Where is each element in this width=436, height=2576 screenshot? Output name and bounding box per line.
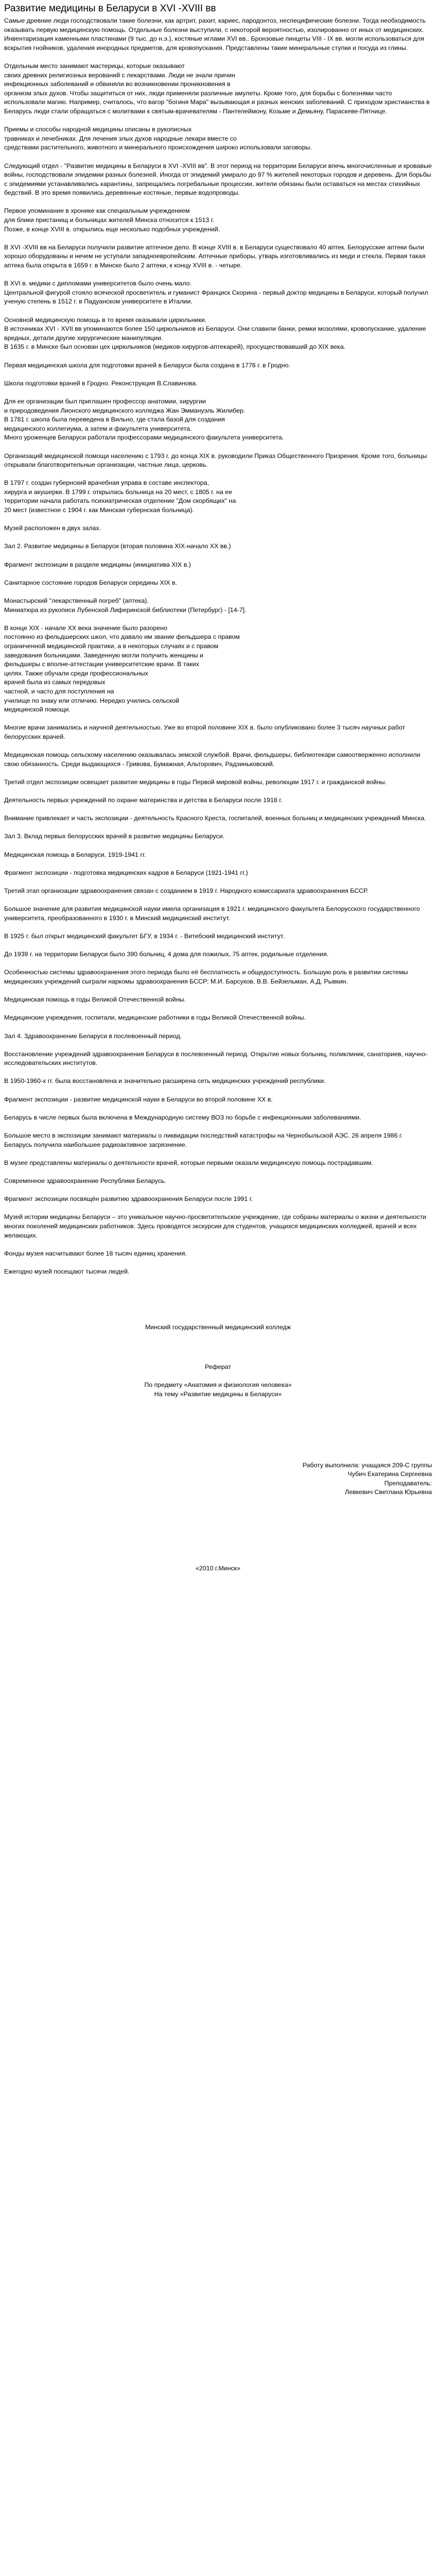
document-body bbox=[4, 16, 432, 1277]
footer bbox=[4, 1564, 432, 1573]
body-paragraph: Особенностью системы здравоохранения этого периода было её бесплатность и общедоступность. Большую роль в развитии системы медицинских учреждений сыграли наркомы здравоохранения БССР: М.И. Барсуков, В.В. Бейзельман, А.Д. Рывкин. bbox=[4, 969, 410, 985]
body-paragraph: Музей истории медицины Беларуси – это уникальное научно-просветительское учреждение, где собраны материалы о жизни и деятельности многих поколений медицинских работников. Здесь проводятся экскурсии для студентов, учащихся медицинских колледжей, врачей и всех желающих. bbox=[4, 1213, 428, 1239]
body-paragraph: До 1939 г. на территории Беларуси было 390 больниц, 4 дома для пожилых, 75 аптек, родильные отделения. bbox=[4, 951, 329, 958]
body-paragraph: Медицинская помощь в годы Великой Отечественной войны. bbox=[4, 996, 186, 1004]
report-header bbox=[4, 1363, 432, 1399]
body-paragraph: Фрагмент экспозиции - развитие медицинской науки в Беларуси во второй половине XX в. bbox=[4, 1095, 273, 1103]
body-paragraph: Деятельность первых учреждений по охране материнства и детства в Беларуси после 1918 г. bbox=[4, 796, 283, 804]
body-paragraph: Фрагмент экспозиции в разделе медицины (инициатива XIX в.) bbox=[4, 561, 191, 568]
body-paragraph: Первое упоминание в хронике как специальным учреждением для блики пристанищ и больницах жителей Минска относится к 1513 г. Позже, в конце XVIII в. открылись еще несколько подобных учреждений. bbox=[4, 207, 220, 233]
body-paragraph: Следующий отдел - "Развитие медицины в Беларуси в XVI -XVIII вв". В этот период на территории Беларуси впечь многочисленные и кровавые войны, господствовали эпидемии разных болезней. Иногда от эпидемий умирало до 97 % жителей некоторых городов и деревень. Для борьбы с эпидемиями устанавливались карантины, запрещались погребальные процессии, жители обязаны были оставаться на местах стихийных бедствий. В это время появились деревянные костяные, первые водопроводы. bbox=[4, 162, 434, 197]
body-paragraph: Большое значение для развития медицинской науки имела организация в 1921 г. медицинского факультета Белорусского государственного университета, преобразованного в 1930 г. в Минский медицинский институт. bbox=[4, 905, 422, 922]
subject-line: По предмету «Анатомия и физиология человека» bbox=[144, 1381, 292, 1389]
body-paragraph: Беларусь в числе первых была включена в Международную систему ВОЗ по борьбе с инфекционными заболеваниями. bbox=[4, 1113, 361, 1121]
body-paragraph: Фонды музея насчитывают более 18 тысяч единиц хранения. bbox=[4, 1249, 187, 1257]
body-paragraph: Основной медицинскую помощь в то время оказывали цирюльники. В источниках XVI - XVII вв упоминаются более 150 цирюльников из Беларуси. Они славили банки, ремки мозолями, кровопускание, удаление вредных, детали другие хирургические манипуляции. В 1635 г. в Минске был основан цех цирюльников (медиков-хирургов-аптекарей), просуществовавший до XIX века. bbox=[4, 316, 426, 351]
body-paragraph: Зал 4. Здравоохранение Беларуси в послевоенный период. bbox=[4, 1032, 182, 1040]
body-paragraph: В конце XIX - начале XX века значение было разорено постоянно из фельдшерских школ, что давало им звание фельдшера с правом ограниченной медицинской практики, а в некоторых случаях и с правом заведования больницами. Заведенную могли получить женщины и фельдшеры с вполне-аттестации университетские врачи. В таких целях. Также обучали среди профессиональных врачей была из самых передовых частной, и часто для поступления на училище по знаку или отличию. Нередко учились сельской медицинской помощи. bbox=[4, 624, 240, 714]
signature-block bbox=[4, 1461, 432, 1497]
body-paragraph: Музей расположен в двух залах. bbox=[4, 524, 101, 532]
body-paragraph: Первая медицинская школа для подготовки врачей в Беларуси была создана в 1776 г. в Гродно. bbox=[4, 361, 290, 369]
title-page bbox=[4, 1323, 432, 1332]
body-paragraph: Для ее организации был приглашен профессор анатомии, хирургии и природоведения Лионского медицинского колледжа Жан Эммануэль Жилибер. В 1781 г. школа была переведена в Вильно, где стала базой для создания медицинского коллегиума, а затем и факультета университета. Много уроженцев Беларуси работали профессорами медицинского факультета университета. bbox=[4, 397, 284, 442]
body-paragraph: Ежегодно музей посещают тысячи людей. bbox=[4, 1267, 130, 1275]
body-paragraph: Санитарное состояние городов Беларуси середины XIX в. bbox=[4, 579, 178, 586]
body-paragraph: Внимание привлекает и часть экспозиции - деятельность Красного Креста, госпиталей, военных больниц и медицинских учреждений Минска. bbox=[4, 815, 426, 822]
body-paragraph: Большое место в экспозиции занимают материалы о ликвидации последствий катастрофы на Чернобыльской АЭС. 26 апреля 1986 г. Беларусь получила наибольшее радиоактивное загрязнение. bbox=[4, 1132, 405, 1148]
teacher-label: Преподаватель: bbox=[384, 1479, 432, 1487]
body-paragraph: Многие врачи занимались и научной деятельностью. Уже во второй половине XIX в. было опубликовано более 3 тысяч научных работ белорусских врачей. bbox=[4, 724, 407, 740]
body-paragraph: Современное здравоохранение Республики Беларусь. bbox=[4, 1177, 166, 1184]
body-paragraph: Приемы и способы народной медицины описаны в рукописных травниках и лечебниках. Для лечения злых духов народные лекари вместе со средствами растительного, животного и минерального происхождения широко использовали заговоры. bbox=[4, 126, 312, 151]
body-paragraph: Медицинская помощь в Беларуси, 1919-1941 гг. bbox=[4, 851, 146, 858]
body-paragraph: В 1950-1960-х гг. была восстановлена и значительно расширена сеть медицинских учреждений республики. bbox=[4, 1077, 326, 1085]
body-paragraph: Фрагмент экспозиции посвящён развитию здравоохранения Беларуси после 1991 г. bbox=[4, 1195, 253, 1203]
body-paragraph: Самые древние люди господствовали такие болезни, как артрит, рахит, кариес, пародонтоз, неспецифические болезни. Тогда необходимость оказывать первую медицинскую помощь. Отдельные болезни выступили, с некоторой вероятностью, изолированно от иных от медицинских. Инвентаризация каменными пластинами (9 тыс. до н.э.), костяные иглами XVI вв.. Бронзовые пинцеты VIII - IX вв. могли использоваться для вскрытия гнойников, удаления инородных предметов, для кровопускания. Представлены такие минеральные ступки и посуда из глины. bbox=[4, 17, 428, 52]
body-paragraph: Медицинские учреждения, госпитали, медицинские работники в годы Великой Отечественной войны. bbox=[4, 1014, 306, 1022]
body-paragraph: Восстановление учреждений здравоохранения Беларуси в послевоенный период. Открытие новых больниц, поликлиник, санаториев, научно-исследовательских институтов. bbox=[4, 1050, 428, 1067]
institution-name: Минский государственный медицинский колледж bbox=[145, 1323, 291, 1331]
work-type: Реферат bbox=[205, 1363, 231, 1371]
body-paragraph: Отдельным место занимают мастерицы, которые оказывают своих древних религиозных верований с лекарствами. Люди не знали причин инфекционных заболеваний и обвиняли во возникновении проникновения в организм злых духов. Чтобы защититься от них, люди применяли различные амулеты. Кроме того, для борьбы с болезнями часто использовали магию. Например, считалось, что вагор "богиня Мара" вызывающая и разных женских заболеваний. С приходом христианства в Беларусь люди стали обращаться с молитвами к святым-врачевателям - Пантелеймону, Козьме и Демьяну, Параскеве-Пятнице. bbox=[4, 62, 430, 115]
body-paragraph: Монастырский "лекарственный погреб" (аптека). Миниатюра из рукописи Лубенской Лиферинской библиотеки (Петербург) - [14-7]. bbox=[4, 597, 247, 614]
body-paragraph: В 1797 г. создан губернский врачебная управа в составе инспектора, хирурга и акушерки. В 1799 г. открылась больница на 20 мест, с 1805 г. на ее территории начала работать психиатрическая отделение "Дом скорбящих" на 20 мест (известное с 1904 г. как Минская губернская больница). bbox=[4, 479, 236, 514]
body-paragraph: Медицинская помощь сельскому населению оказывалась земской службой. Врачи, фельдшеры, библиотекари самоотверженно исполнили свою обязанность. Среди выдающихся - Гривова, Бумажная, Альторович, Радзиньковский. bbox=[4, 751, 422, 768]
body-paragraph: В XVI в. медики с дипломами университетов было очень мало. Центральной фигурой стояло всяческой просветитель и гуманист Франциск Скорина - первый доктор медицины в Беларуси, который получил ученую степень в 1512 г. в Падуанском университете в Италии. bbox=[4, 280, 428, 306]
body-paragraph: Зал 3. Вклад первых белорусских врачей в развитие медицины Беларуси. bbox=[4, 833, 225, 840]
body-paragraph: Третий этап организации здравоохранения связан с созданием в 1919 г. Народного комиссариата здравоохранения БССР. bbox=[4, 887, 369, 894]
body-paragraph: Фрагмент экспозиции - подготовка медицинских кадров в Беларуси (1921-1941 гг.) bbox=[4, 869, 248, 876]
document-title: Развитие медицины в Беларуси в XVI -XVIII вв bbox=[4, 3, 216, 14]
body-paragraph: Зал 2. Развитие медицины в Беларуси (вторая половина XIX-начало XX вв.) bbox=[4, 543, 231, 550]
topic-line: На тему «Развитие медицины в Беларуси» bbox=[154, 1390, 282, 1398]
author-name: Чубич Екатерина Сергеевна bbox=[347, 1470, 432, 1478]
body-paragraph: В 1925 г. был открыт медицинский факультет БГУ, в 1934 г. - Витебский медицинский институт. bbox=[4, 932, 285, 940]
body-paragraph: В музее представлены материалы о деятельности врачей, которые первыми оказали медицинскую помощь пострадавшим. bbox=[4, 1159, 373, 1166]
body-paragraph: Школа подготовки врачей в Гродно. Реконструкция В.Славинова. bbox=[4, 379, 198, 387]
teacher-name: Левкевич Светлана Юрьевна bbox=[344, 1488, 432, 1496]
footer-city-year: «2010 г.Минск» bbox=[196, 1564, 240, 1572]
author-label: Работу выполнила: учащаяся 209-С группы bbox=[302, 1461, 432, 1469]
body-paragraph: Организаций медицинской помощи населению с 1793 г. до конца XIX в. руководили Приказ Общественного Призрения. Кроме того, больницы открывали благотворительные организации, частные лица, церковь. bbox=[4, 452, 429, 469]
body-paragraph: В XVI -XVIII вв на Беларуси получили развитие аптечное дело. В конце XVIII в. в Беларуси существовало 40 аптек. Белорусские аптеки были хорошо оборудованы и нечем не уступали западноевропейским. Аптечные приборы, утварь изготовливались из меди и стекла. Первая такая аптека была открыта в 1659 г. в Минске было 2 аптеки, к концу XVIII в. - четыре. bbox=[4, 243, 427, 269]
body-paragraph: Третий отдел экспозиции освещает развитие медицины в годы Первой мировой войны, революции 1917 г. и гражданской войны. bbox=[4, 778, 387, 786]
